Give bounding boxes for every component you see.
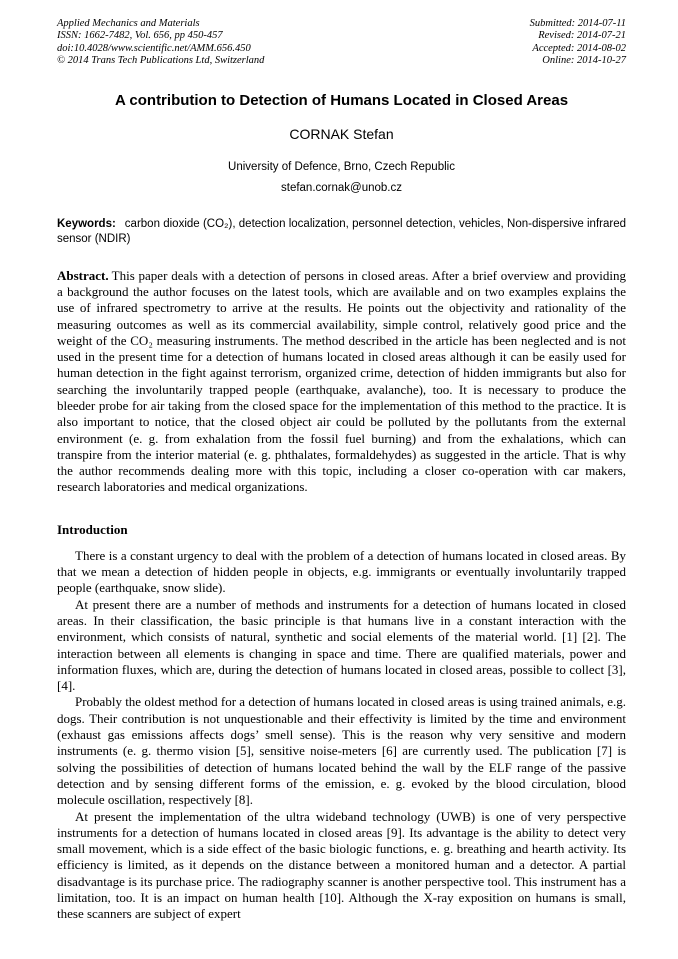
- journal-issn-volume: ISSN: 1662-7482, Vol. 656, pp 450-457: [57, 30, 223, 42]
- journal-info: [57, 18, 264, 68]
- intro-paragraph-4: At present the implementation of the ultra wideband technology (UWB) is one of very perspective instruments for a detection of humans located in closed areas [9]. Its advantage is the ability to detect very small movement, which is a side effect of the basic biologic functions, e. g. breathing and hearth activity. Its efficiency is limited, as it depends on the distance between a monitored human and a detector. A partial disadvantage is its purchase price. The radiography scanner is another perspective tool. This instrument has a limitation, too. It is an impact on human health [10]. Although the X-ray exposition on humans is small, these scanners are subject of expert: [57, 808, 626, 922]
- intro-paragraph-3: Probably the oldest method for a detection of humans located in closed areas is using trained animals, e.g. dogs. Their contribution is not unquestionable and their effectivity is limited by the time and environment (exhaust gas emissions affects dogs’ smell sense). This is the reason why very sensitive and modern instruments (e. g. thermo vision [5], sensitive noise-meters [6] are currently used. The publication [7] is solving the possibilities of detection of humans located behind the wall by the ELF range of the passive detection and by sensing different forms of the emission, e. g. evoked by the blood circulation, blood molecule oscillation, respectively [8].: [57, 694, 626, 808]
- paper-title: A contribution to Detection of Humans Located in Closed Areas: [114, 91, 569, 109]
- online-date: Online: 2014-10-27: [542, 55, 626, 67]
- keywords-block: [57, 217, 626, 248]
- abstract-block: [57, 268, 626, 496]
- page-header: [57, 18, 626, 68]
- section-heading-introduction: Introduction: [57, 521, 128, 537]
- abstract-text: This paper deals with a detection of persons in closed areas. After a brief overview and providing a background the author focuses on the latest tools, which are available and on two examples explains the use of infrared spectrometry to arrive at the results. He points out the objectivity and rationality of the measuring outcomes as well as its commercial availability, simple control, relatively good price and the weight of the CO₂ measuring instruments. The method described in the article has been neglected and is not used in the present time for a detection of humans located in closed areas although it can be easily used for human detection in the fight against terrorism, organized crime, detection of hidden immigrants but also for searching the involuntarily trapped people (earthquake, avalanche), too. It is necessary to produce the bleeder probe for air taking from the closed space for the implementation of this method to the practice. It is also important to notice, that the closed object air could be polluted by the pollutants from the external environment (e. g. from exhalation from the fossil fuel burning) and from the exhalations, which can transpire from the interior material (e. g. phthalates, formaldehydes) as suggested in the article. That is why the author recommends dealing more with this topic, including a closer co-operation with car makers, research laboratories and medical organizations.: [57, 267, 626, 495]
- journal-copyright: © 2014 Trans Tech Publications Ltd, Switzerland: [57, 55, 265, 67]
- intro-paragraph-1: There is a constant urgency to deal with the problem of a detection of humans located in closed areas. By that we mean a detection of hidden people in objects, e.g. immigrants or eventually involuntarily trapped people (earthquake, snow slide).: [57, 547, 626, 596]
- abstract-label: Abstract.: [57, 267, 109, 283]
- intro-paragraph-2: At present there are a number of methods and instruments for a detection of humans located in closed areas. In their classification, the basic principle is that humans live in a constant interaction with the environment, which consists of natural, synthetic and social elements of the material world. [1] [2]. The interaction between all elements is changing in space and time. There are qualified materials, power and information fluxes, which are, during the detection of humans located in closed areas, possible to collect [3], [4].: [57, 596, 626, 694]
- submission-dates: [530, 18, 626, 68]
- journal-title: Applied Mechanics and Materials: [57, 18, 200, 29]
- author-affiliation: University of Defence, Brno, Czech Republic: [228, 160, 455, 173]
- author-email: stefan.cornak@unob.cz: [281, 181, 402, 194]
- submitted-date: Submitted: 2014-07-11: [529, 18, 626, 29]
- accepted-date: Accepted: 2014-08-02: [532, 42, 626, 54]
- keywords-text: carbon dioxide (CO₂), detection localization, personnel detection, vehicles, Non-dispersive infrared sensor (NDIR): [57, 217, 626, 246]
- keywords-label: Keywords:: [57, 217, 116, 230]
- revised-date: Revised: 2014-07-21: [538, 30, 626, 42]
- author-name: CORNAK Stefan: [289, 125, 394, 142]
- journal-doi: doi:10.4028/www.scientific.net/AMM.656.450: [57, 42, 251, 54]
